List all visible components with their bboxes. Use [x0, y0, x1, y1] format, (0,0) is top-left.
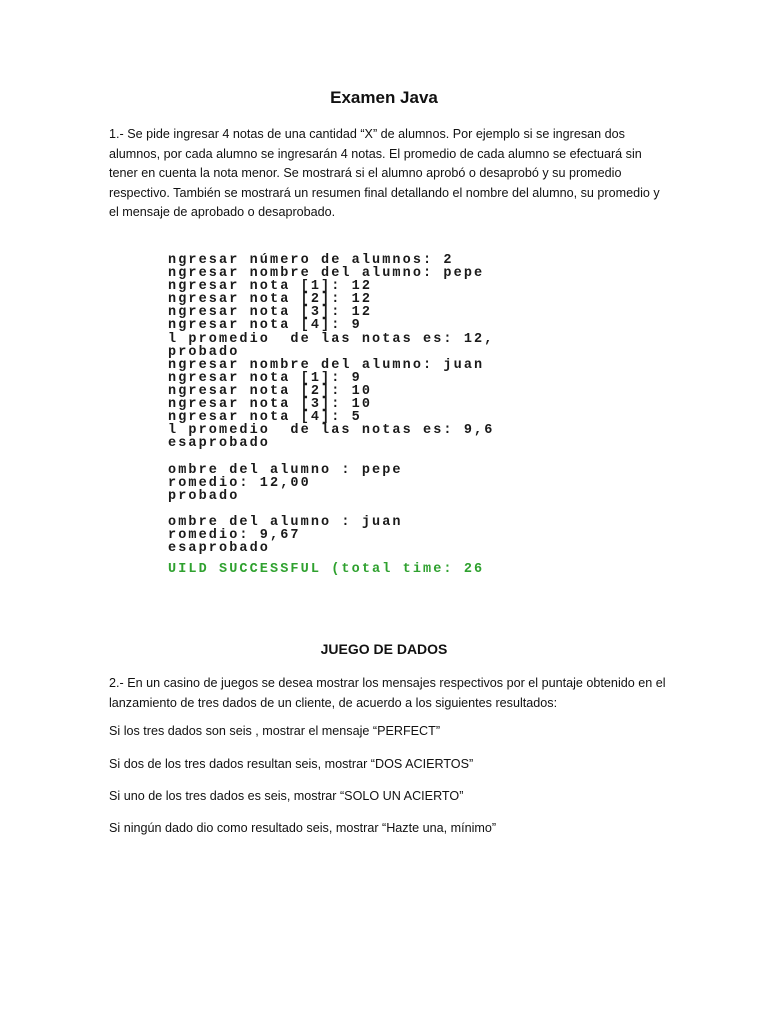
console-line: ngresar nota [4]: 5 — [168, 410, 362, 426]
question-2-text: 2.- En un casino de juegos se desea mostrar los mensajes respectivos por el puntaje obtenido en el lanzamiento de tres dados de un cliente, de acuerdo a los siguientes resultados: — [109, 676, 666, 710]
console-blank-line — [168, 450, 618, 463]
console-line: ngresar nota [1]: 12 — [168, 279, 373, 295]
build-status-line: UILD SUCCESSFUL (total time: 26 — [168, 562, 485, 578]
console-line: probado — [168, 344, 240, 360]
section-2-title: JUEGO DE DADOS — [320, 641, 448, 657]
rule-item: Si dos de los tres dados resultan seis, mostrar “DOS ACIERTOS” — [109, 757, 474, 771]
console-line: esaprobado — [168, 541, 271, 557]
console-output — [168, 254, 618, 576]
console-line: ngresar nombre del alumno: juan — [168, 357, 485, 373]
console-line: ngresar número de alumnos: 2 — [168, 253, 454, 268]
page-title: Examen Java — [330, 88, 438, 107]
console-line: esaprobado — [168, 436, 271, 452]
question-1-text: 1.- Se pide ingresar 4 notas de una cantidad “X” de alumnos. Por ejemplo si se ingresan dos alumnos, por cada alumno se ingresarán 4 notas. El promedio de cada alumno se efectuará sin tener en cuenta la nota menor. Se mostrará si el alumno aprobó o desaprobó y su promedio respectivo. También se mostrará un resumen final detallando el nombre del alumno, su promedio y el mensaje de aprobado o desaprobado. — [109, 127, 660, 219]
console-line: l promedio de las notas es: 12, — [168, 331, 495, 347]
console-line: ngresar nombre del alumno: pepe — [168, 266, 485, 282]
rule-item: Si uno de los tres dados es seis, mostrar “SOLO UN ACIERTO” — [109, 789, 464, 803]
console-line: l promedio de las notas es: 9,6 — [168, 423, 495, 439]
console-line: ngresar nota [3]: 12 — [168, 305, 373, 321]
console-line: ombre del alumno : juan — [168, 514, 403, 530]
console-line: romedio: 12,00 — [168, 475, 311, 491]
console-line: ngresar nota [3]: 10 — [168, 397, 373, 413]
console-line: ngresar nota [2]: 12 — [168, 292, 373, 308]
console-line: ombre del alumno : pepe — [168, 462, 403, 478]
console-line: romedio: 9,67 — [168, 527, 301, 543]
rule-item: Si ningún dado dio como resultado seis, mostrar “Hazte una, mínimo” — [109, 821, 497, 835]
console-line: ngresar nota [4]: 9 — [168, 318, 362, 334]
console-line: probado — [168, 488, 240, 504]
console-line: ngresar nota [2]: 10 — [168, 383, 373, 399]
console-line: ngresar nota [1]: 9 — [168, 370, 362, 386]
console-blank-line — [168, 503, 618, 516]
rule-item: Si los tres dados son seis , mostrar el mensaje “PERFECT” — [109, 724, 441, 738]
